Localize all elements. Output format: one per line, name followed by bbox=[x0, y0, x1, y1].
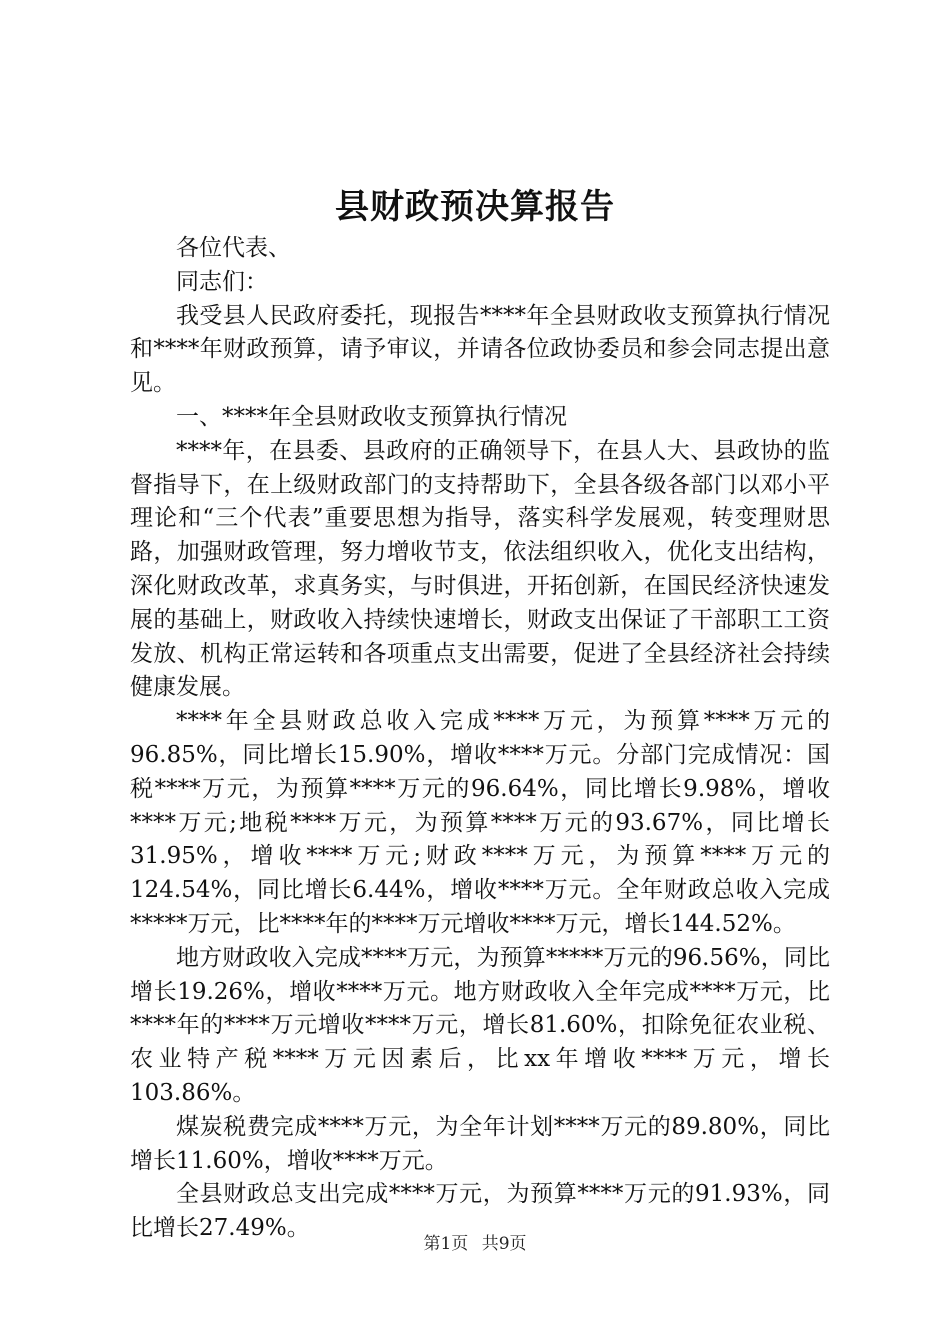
body-paragraph: ****年全县财政总收入完成****万元，为预算****万元的96.85%，同比增长15.90%，增收****万元。分部门完成情况：国税****万元，为预算****万元的96.64%，同比增长9.98%，增收****万元;地税****万元，为预算****万元的93.67%，同比增长31.95%，增收****万元;财政****万元，为预算****万元的124.54%，同比增长6.44%，增收****万元。全年财政总收入完成*****万元，比****年的****万元增收****万元，增长144.52%。 bbox=[130, 708, 830, 937]
document-title: 县财政预决算报告 bbox=[335, 187, 615, 227]
page-number: 第1页 bbox=[423, 1234, 469, 1254]
document-body bbox=[130, 232, 830, 1246]
salutation-line: 同志们： bbox=[176, 268, 268, 295]
body-paragraph: 全县财政总支出完成****万元，为预算****万元的91.93%，同比增长27.49%。 bbox=[130, 1181, 830, 1242]
salutation-line: 各位代表、 bbox=[176, 235, 291, 261]
page-total: 共9页 bbox=[481, 1234, 527, 1254]
section-heading: 一、****年全县财政收支预算执行情况 bbox=[176, 403, 567, 430]
body-paragraph: ****年，在县委、县政府的正确领导下，在县人大、县政协的监督指导下，在上级财政部门的支持帮助下，全县各级各部门以邓小平理论和“三个代表”重要思想为指导，落实科学发展观，转变理财思路，加强财政管理，努力增收节支，依法组织收入，优化支出结构，深化财政改革，求真务实，与时俱进，开拓创新，在国民经济快速发展的基础上，财政收入持续快速增长，财政支出保证了干部职工工资发放、机构正常运转和各项重点支出需要，促进了全县经济社会持续健康发展。 bbox=[130, 437, 830, 701]
body-paragraph: 我受县人民政府委托，现报告****年全县财政收支预算执行情况和****年财政预算，请予审议，并请各位政协委员和参会同志提出意见。 bbox=[130, 302, 830, 397]
page-footer bbox=[0, 1232, 950, 1256]
body-paragraph: 煤炭税费完成****万元，为全年计划****万元的89.80%，同比增长11.60%，增收****万元。 bbox=[130, 1113, 830, 1174]
body-paragraph: 地方财政收入完成****万元，为预算*****万元的96.56%，同比增长19.26%，增收****万元。地方财政收入全年完成****万元，比****年的****万元增收****万元，增长81.60%，扣除免征农业税、农业特产税****万元因素后，比xx年增收****万元，增长103.86%。 bbox=[130, 944, 830, 1106]
